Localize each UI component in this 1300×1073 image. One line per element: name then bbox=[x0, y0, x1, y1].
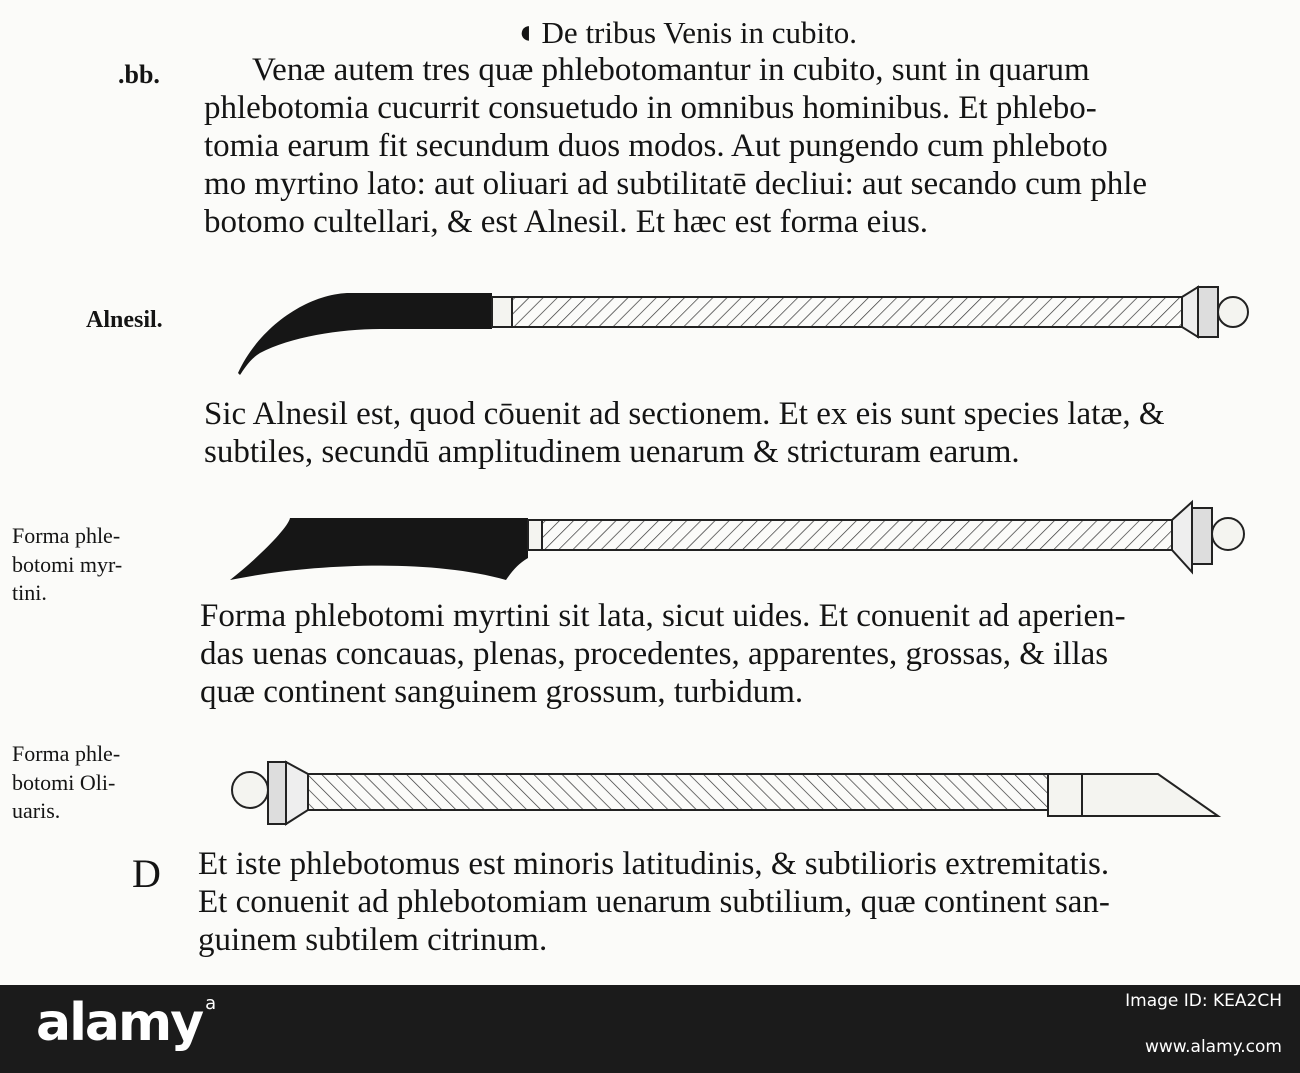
paragraph-2 bbox=[204, 396, 1274, 472]
heading-title: De tribus Venis in cubito. bbox=[541, 15, 857, 50]
margin-note-line: botomi myr- bbox=[12, 551, 123, 577]
text-line: quæ continent sanguinem grossum, turbidum. bbox=[200, 673, 804, 710]
paragraph-3 bbox=[200, 598, 1270, 712]
paragraph-4 bbox=[198, 846, 1268, 960]
brand-mark-icon: a bbox=[205, 993, 217, 1014]
text-line: subtiles, secundū amplitudinem uenarum & stricturam earum. bbox=[204, 433, 1020, 470]
olive-lancet-illustration bbox=[228, 752, 1238, 832]
pilcrow-mark-icon: ◖ bbox=[515, 14, 536, 51]
margin-note-line: uaris. bbox=[12, 798, 61, 824]
drop-letter-d: D bbox=[132, 851, 161, 896]
margin-note-line: Forma phle- bbox=[12, 523, 121, 548]
text-line: Sic Alnesil est, quod cōuenit ad sectionem. Et ex eis sunt species latæ, & bbox=[204, 396, 1165, 432]
alamy-logo bbox=[36, 993, 216, 1053]
text-line: das uenas concauas, plenas, procedentes, apparentes, grossas, & illas bbox=[200, 635, 1109, 672]
stock-url-label: www.alamy.com bbox=[1144, 1037, 1282, 1057]
text-line: tomia earum fit secundum duos modos. Aut pungendo cum phleboto bbox=[204, 127, 1108, 164]
text-line: mo myrtino lato: aut oliuari ad subtilitatē decliui: aut secando cum phle bbox=[204, 165, 1148, 202]
margin-note-line: tini. bbox=[12, 580, 47, 606]
margin-note-line: botomi Oli- bbox=[12, 769, 116, 795]
watermark-bar bbox=[0, 985, 1300, 1073]
brand-name: alamy bbox=[36, 993, 203, 1053]
text-line: Venæ autem tres quæ phlebotomantur in cubito, sunt in quarum bbox=[252, 52, 1090, 88]
text-line: botomo cultellari, & est Alnesil. Et hæc est forma eius. bbox=[204, 203, 929, 240]
text-line: Et conuenit ad phlebotomiam uenarum subtilium, quæ continent san- bbox=[198, 883, 1110, 920]
text-line: Forma phlebotomi myrtini sit lata, sicut uides. Et conuenit ad aperien- bbox=[200, 598, 1126, 634]
text-line: guinem subtilem citrinum. bbox=[198, 921, 548, 958]
myrtine-lancet-illustration bbox=[228, 498, 1268, 588]
image-id-label: Image ID: KEA2CH bbox=[1125, 991, 1282, 1011]
page-heading bbox=[515, 14, 857, 52]
text-line: Et iste phlebotomus est minoris latitudinis, & subtilioris extremitatis. bbox=[198, 846, 1110, 882]
margin-note-oliuaris bbox=[12, 740, 120, 826]
margin-note-myrtini bbox=[12, 522, 122, 608]
margin-note-alnesil: Alnesil. bbox=[86, 307, 163, 333]
paragraph-1 bbox=[204, 52, 1274, 242]
text-line: phlebotomia cucurrit consuetudo in omnibus hominibus. Et phlebo- bbox=[204, 89, 1097, 126]
alnesil-lancet-illustration bbox=[230, 285, 1260, 385]
margin-note-bb: .bb. bbox=[118, 60, 160, 89]
margin-note-line: Forma phle- bbox=[12, 741, 121, 766]
